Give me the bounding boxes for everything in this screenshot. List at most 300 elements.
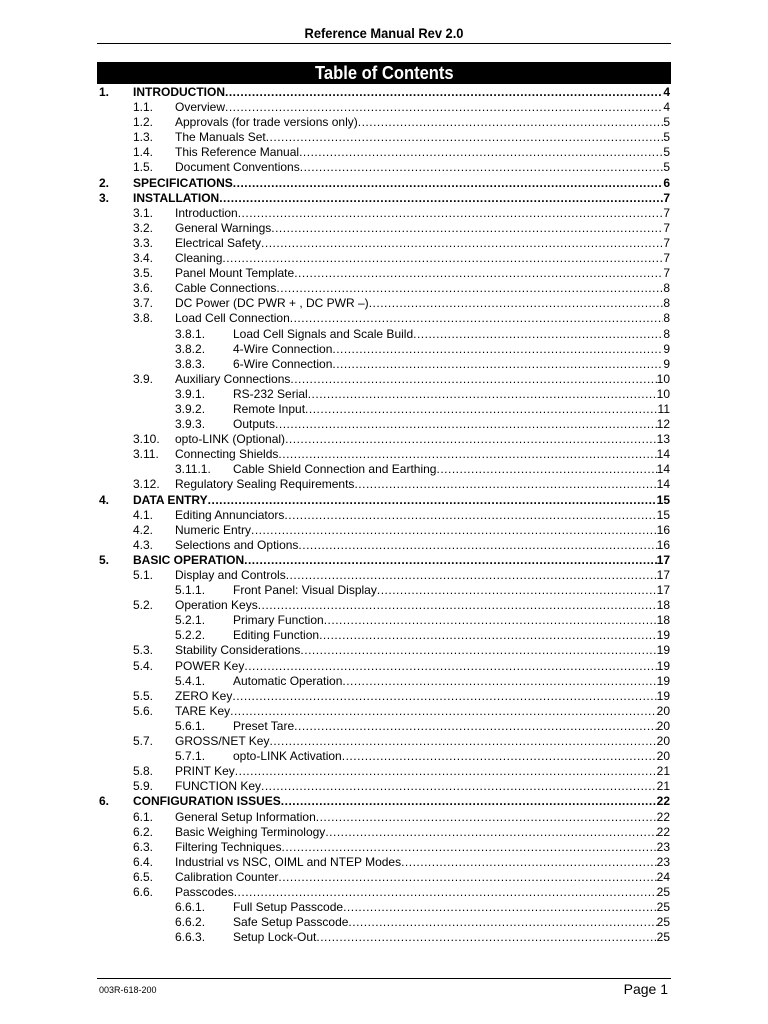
toc-entry-page: 4	[663, 85, 670, 99]
toc-entry-title: Safe Setup Passcode	[233, 915, 349, 930]
toc-entry-number: 5.1.	[133, 568, 154, 582]
toc-dot-leader	[219, 191, 663, 206]
toc-entry-line	[175, 885, 670, 900]
toc-entry-3-7[interactable]	[0, 296, 768, 311]
toc-dot-leader	[275, 417, 657, 432]
toc-entry-5-7-1[interactable]	[0, 749, 768, 764]
toc-entry-title: Cable Connections	[175, 281, 277, 296]
toc-entry-number: 6.3.	[133, 839, 154, 854]
toc-entry-3-9-1[interactable]	[0, 387, 768, 402]
toc-entry-number: 1.2.	[133, 115, 154, 130]
toc-dot-leader	[316, 930, 656, 945]
toc-entry-number: 6.1.	[133, 809, 154, 824]
toc-entry-line	[175, 508, 670, 523]
toc-entry-title: Setup Lock-Out	[233, 930, 317, 945]
toc-entry-5-2-1[interactable]	[0, 613, 768, 628]
toc-entry-line	[175, 206, 670, 221]
toc-dot-leader	[278, 870, 656, 885]
toc-entry-number: 5.1.1.	[175, 583, 206, 598]
toc-entry-number: 6.2.	[133, 824, 154, 839]
toc-entry-6-2[interactable]	[0, 825, 768, 840]
toc-entry-page: 7	[663, 220, 670, 235]
toc-entry-1-4[interactable]	[0, 145, 768, 160]
toc-entry-3-2[interactable]	[0, 221, 768, 236]
toc-entry-line	[175, 221, 670, 236]
toc-entry-page: 18	[656, 598, 670, 613]
toc-entry-line	[233, 674, 670, 689]
toc-entry-line	[175, 447, 670, 462]
toc-entry-3-4[interactable]	[0, 251, 768, 266]
toc-dot-leader	[294, 719, 656, 734]
toc-entry-page: 8	[663, 281, 670, 296]
toc-entry-page: 25	[656, 930, 670, 945]
toc-entry-title: This Reference Manual	[175, 145, 300, 160]
toc-dot-leader	[316, 810, 657, 825]
toc-entry-number: 4.2.	[133, 522, 154, 537]
toc-dot-leader	[285, 432, 657, 447]
toc-entry-number: 5.2.2.	[175, 628, 206, 643]
toc-entry-line	[175, 764, 670, 779]
toc-dot-leader	[436, 462, 656, 477]
toc-entry-title: SPECIFICATIONS	[133, 175, 233, 190]
toc-entry-page: 19	[656, 628, 670, 643]
toc-entry-5-3[interactable]	[0, 643, 768, 658]
toc-dot-leader	[332, 342, 663, 357]
toc-entry-line	[175, 659, 670, 674]
toc-entry-5-2-2[interactable]	[0, 628, 768, 643]
toc-dot-leader	[298, 538, 656, 553]
toc-entry-title: FUNCTION Key	[175, 779, 262, 794]
toc-dot-leader	[332, 357, 663, 372]
toc-entry-5-4-1[interactable]	[0, 674, 768, 689]
toc-entry-3-8-1[interactable]	[0, 327, 768, 342]
toc-entry-title: Load Cell Connection	[175, 311, 290, 326]
toc-entry-title: DC Power (DC PWR + , DC PWR –)	[175, 296, 369, 311]
toc-entry-line	[175, 840, 670, 855]
toc-entry-title: Remote Input	[233, 401, 306, 416]
toc-entry-page: 13	[656, 432, 670, 447]
toc-entry-title: Front Panel: Visual Display	[233, 583, 377, 598]
toc-entry-line	[133, 176, 670, 191]
toc-entry-page: 11	[657, 401, 670, 416]
toc-dot-leader	[342, 749, 657, 764]
toc-entry-page: 9	[663, 341, 670, 356]
toc-entry-title: Selections and Options	[175, 537, 299, 552]
toc-entry-title: Approvals (for trade versions only)	[175, 115, 358, 130]
toc-dot-leader	[286, 568, 657, 583]
toc-entry-number: 6.	[99, 794, 110, 809]
toc-entry-number: 3.6.	[133, 281, 154, 296]
toc-entry-5-1-1[interactable]	[0, 583, 768, 598]
toc-entry-title: Cleaning	[175, 251, 223, 266]
toc-entry-number: 5.7.	[133, 734, 154, 749]
toc-entry-page: 25	[656, 900, 670, 915]
toc-dot-leader	[284, 508, 656, 523]
toc-entry-line	[233, 417, 670, 432]
toc-dot-leader	[232, 689, 656, 704]
toc-entry-title: Cable Shield Connection and Earthing	[233, 462, 437, 477]
toc-dot-leader	[235, 764, 657, 779]
toc-entry-3-5[interactable]	[0, 266, 768, 281]
toc-entry-number: 4.3.	[133, 537, 154, 552]
toc-entry-page: 4	[663, 100, 670, 115]
toc-entry-line	[175, 477, 670, 492]
toc-entry-line	[175, 810, 670, 825]
toc-entry-5-7[interactable]	[0, 734, 768, 749]
running-header: Reference Manual Rev 2.0	[304, 25, 464, 41]
toc-entry-number: 5.3.	[133, 643, 154, 658]
toc-entry-page: 19	[656, 688, 670, 703]
toc-entry-page: 5	[663, 130, 670, 145]
toc-entry-number: 4.	[99, 492, 110, 507]
toc-entry-page: 8	[663, 311, 670, 326]
toc-entry-title: Outputs	[233, 417, 276, 432]
toc-entry-6-6[interactable]	[0, 885, 768, 900]
toc-entry-page: 12	[656, 417, 670, 432]
toc-entry-page: 9	[663, 356, 670, 371]
toc-entry-line	[175, 266, 670, 281]
toc-entry-title: Operation Keys	[175, 598, 258, 613]
toc-entry-page: 14	[656, 477, 670, 492]
toc-entry-title: Filtering Techniques	[175, 839, 282, 854]
toc-entry-number: 1.5.	[133, 160, 154, 175]
header-rule	[97, 43, 671, 44]
toc-entry-title: Display and Controls	[175, 568, 286, 582]
toc-entry-title: Industrial vs NSC, OIML and NTEP Modes	[175, 854, 402, 869]
toc-entry-title: 4-Wire Connection	[233, 341, 333, 356]
toc-entry-line	[175, 115, 670, 130]
toc-entry-6[interactable]	[0, 794, 768, 809]
toc-dot-leader	[369, 296, 664, 311]
toc-entry-page: 22	[656, 809, 670, 824]
toc-dot-leader	[261, 779, 657, 794]
toc-entry-number: 3.9.1.	[175, 386, 206, 401]
toc-dot-leader	[299, 145, 663, 160]
toc-entry-title: opto-LINK (Optional)	[175, 432, 286, 447]
toc-entry-page: 10	[656, 386, 670, 401]
toc-list	[0, 85, 768, 945]
toc-entry-title: Auxiliary Connections	[175, 371, 291, 386]
toc-dot-leader	[324, 613, 657, 628]
toc-entry-1-5[interactable]	[0, 160, 768, 175]
toc-entry-title: CONFIGURATION ISSUES	[133, 794, 281, 809]
document-code: 003R-618-200	[99, 985, 157, 995]
toc-entry-number: 5.	[99, 552, 110, 567]
toc-dot-leader	[225, 85, 663, 100]
toc-entry-number: 1.3.	[133, 130, 154, 145]
toc-dot-leader	[234, 885, 657, 900]
toc-entry-5-8[interactable]	[0, 764, 768, 779]
toc-entry-number: 6.6.	[133, 884, 154, 899]
toc-dot-leader	[269, 734, 656, 749]
toc-entry-number: 1.4.	[133, 145, 154, 160]
toc-entry-6-6-2[interactable]	[0, 915, 768, 930]
toc-entry-line	[175, 643, 670, 658]
toc-entry-line	[175, 689, 670, 704]
toc-entry-number: 3.8.3.	[175, 356, 206, 371]
toc-entry-page: 18	[656, 613, 670, 628]
toc-entry-title: Load Cell Signals and Scale Build	[233, 326, 414, 341]
toc-entry-page: 19	[656, 643, 670, 658]
toc-entry-line	[175, 598, 670, 613]
toc-entry-5[interactable]	[0, 553, 768, 568]
toc-dot-leader	[343, 900, 657, 915]
toc-entry-number: 3.12.	[133, 477, 160, 492]
toc-dot-leader	[225, 100, 663, 115]
toc-entry-line	[233, 749, 670, 764]
toc-entry-line	[133, 493, 670, 508]
toc-entry-line	[175, 100, 670, 115]
toc-entry-5-9[interactable]	[0, 779, 768, 794]
toc-entry-page: 23	[656, 839, 670, 854]
toc-entry-number: 3.3.	[133, 235, 154, 250]
toc-entry-page: 17	[656, 583, 670, 598]
toc-entry-number: 5.4.	[133, 658, 154, 673]
toc-entry-3-1[interactable]	[0, 206, 768, 221]
toc-entry-line	[233, 583, 670, 598]
toc-entry-line	[175, 538, 670, 553]
toc-entry-page: 19	[656, 658, 670, 673]
toc-entry-title: Editing Function	[233, 628, 320, 643]
toc-entry-number: 5.9.	[133, 779, 154, 794]
toc-dot-leader	[278, 447, 656, 462]
toc-entry-number: 5.6.	[133, 703, 154, 718]
toc-entry-page: 16	[656, 522, 670, 537]
toc-entry-line	[133, 794, 670, 809]
toc-entry-line	[233, 342, 670, 357]
toc-entry-line	[175, 779, 670, 794]
toc-entry-line	[233, 613, 670, 628]
toc-entry-page: 6	[663, 175, 670, 190]
toc-entry-number: 6.4.	[133, 854, 154, 869]
toc-entry-line	[133, 191, 670, 206]
toc-entry-line	[175, 855, 670, 870]
toc-entry-3-11[interactable]	[0, 447, 768, 462]
toc-entry-page: 7	[663, 235, 670, 250]
toc-entry-number: 5.2.1.	[175, 613, 206, 628]
toc-entry-4[interactable]	[0, 493, 768, 508]
toc-dot-leader	[281, 794, 657, 809]
toc-entry-3-8-3[interactable]	[0, 357, 768, 372]
toc-entry-line	[233, 402, 670, 417]
toc-entry-title: Passcodes	[175, 884, 234, 899]
toc-entry-page: 22	[656, 794, 670, 809]
toc-entry-page: 17	[656, 552, 670, 567]
toc-entry-4-1[interactable]	[0, 508, 768, 523]
toc-dot-leader	[230, 704, 657, 719]
toc-entry-page: 7	[663, 205, 670, 220]
toc-entry-1[interactable]	[0, 85, 768, 100]
toc-entry-4-2[interactable]	[0, 523, 768, 538]
toc-entry-1-2[interactable]	[0, 115, 768, 130]
toc-entry-page: 8	[663, 296, 670, 311]
toc-dot-leader	[300, 160, 664, 175]
toc-entry-title: Regulatory Sealing Requirements	[175, 477, 355, 492]
toc-entry-title: Editing Annunciators	[175, 507, 285, 522]
toc-entry-number: 5.7.1.	[175, 749, 206, 764]
toc-entry-3-3[interactable]	[0, 236, 768, 251]
toc-dot-leader	[222, 251, 663, 266]
toc-entry-line	[175, 523, 670, 538]
toc-entry-3-8[interactable]	[0, 311, 768, 326]
toc-entry-3-11-1[interactable]	[0, 462, 768, 477]
toc-entry-title: The Manuals Set	[175, 130, 266, 145]
toc-entry-page: 20	[656, 718, 670, 733]
toc-entry-6-6-1[interactable]	[0, 900, 768, 915]
toc-dot-leader	[238, 206, 664, 221]
toc-entry-page: 5	[663, 115, 670, 130]
toc-entry-3-12[interactable]	[0, 477, 768, 492]
footer-rule	[97, 978, 671, 979]
toc-entry-3-6[interactable]	[0, 281, 768, 296]
toc-dot-leader	[401, 855, 657, 870]
toc-entry-title: Electrical Safety	[175, 235, 262, 250]
toc-entry-line	[233, 930, 670, 945]
toc-dot-leader	[251, 523, 657, 538]
toc-entry-line	[233, 900, 670, 915]
toc-entry-title: POWER Key	[175, 658, 245, 673]
toc-entry-6-3[interactable]	[0, 840, 768, 855]
toc-dot-leader	[377, 583, 657, 598]
toc-entry-page: 10	[656, 371, 670, 386]
toc-entry-title: Overview	[175, 100, 226, 115]
toc-entry-6-1[interactable]	[0, 810, 768, 825]
toc-entry-page: 20	[656, 749, 670, 764]
toc-entry-title: Full Setup Passcode	[233, 900, 344, 915]
toc-entry-title: Introduction	[175, 205, 238, 220]
toc-entry-number: 3.8.	[133, 311, 154, 326]
toc-entry-line	[133, 553, 670, 568]
toc-heading-text: Table of Contents	[314, 63, 454, 83]
toc-entry-line	[133, 85, 670, 100]
toc-entry-number: 3.1.	[133, 205, 154, 220]
toc-entry-6-6-3[interactable]	[0, 930, 768, 945]
toc-entry-3-9-3[interactable]	[0, 417, 768, 432]
toc-entry-number: 3.2.	[133, 220, 154, 235]
toc-entry-3-8-2[interactable]	[0, 342, 768, 357]
toc-entry-title: General Warnings	[175, 220, 272, 235]
toc-entry-5-6[interactable]	[0, 704, 768, 719]
toc-entry-number: 1.1.	[133, 100, 154, 115]
toc-entry-title: Document Conventions	[175, 160, 300, 175]
toc-entry-line	[175, 568, 670, 583]
toc-entry-number: 3.	[99, 190, 110, 205]
toc-entry-line	[175, 251, 670, 266]
toc-entry-5-2[interactable]	[0, 598, 768, 613]
toc-entry-3-9[interactable]	[0, 372, 768, 387]
toc-entry-line	[233, 327, 670, 342]
toc-entry-6-5[interactable]	[0, 870, 768, 885]
toc-entry-number: 3.5.	[133, 266, 154, 281]
toc-entry-page: 14	[656, 447, 670, 462]
toc-entry-page: 7	[663, 190, 670, 205]
toc-entry-1-1[interactable]	[0, 100, 768, 115]
toc-entry-5-4[interactable]	[0, 659, 768, 674]
toc-entry-line	[175, 311, 670, 326]
page-number: Page 1	[623, 981, 668, 997]
toc-entry-3-9-2[interactable]	[0, 402, 768, 417]
toc-dot-leader	[342, 674, 656, 689]
toc-entry-page: 7	[663, 266, 670, 281]
toc-entry-number: 3.7.	[133, 296, 154, 311]
toc-entry-number: 3.9.3.	[175, 417, 206, 432]
toc-entry-title: Basic Weighing Terminology	[175, 824, 326, 839]
toc-entry-page: 21	[656, 779, 670, 794]
toc-entry-title: Primary Function	[233, 613, 324, 628]
toc-dot-leader	[325, 825, 656, 840]
toc-entry-number: 5.6.1.	[175, 718, 206, 733]
toc-entry-page: 25	[656, 884, 670, 899]
toc-entry-page: 7	[663, 251, 670, 266]
toc-entry-page: 16	[656, 537, 670, 552]
toc-entry-line	[175, 296, 670, 311]
toc-entry-title: Panel Mount Template	[175, 266, 295, 281]
toc-entry-page: 20	[656, 703, 670, 718]
toc-entry-page: 17	[656, 568, 670, 582]
toc-entry-number: 6.6.3.	[175, 930, 206, 945]
toc-dot-leader	[271, 221, 663, 236]
toc-entry-number: 3.4.	[133, 251, 154, 266]
toc-entry-page: 14	[656, 462, 670, 477]
toc-heading	[97, 62, 671, 84]
toc-entry-number: 3.11.1.	[175, 462, 211, 477]
toc-entry-5-1[interactable]	[0, 568, 768, 583]
toc-entry-line	[233, 915, 670, 930]
toc-dot-leader	[319, 628, 657, 643]
toc-entry-5-6-1[interactable]	[0, 719, 768, 734]
toc-entry-number: 4.1.	[133, 507, 154, 522]
toc-dot-leader	[266, 130, 664, 145]
toc-dot-leader	[233, 176, 664, 191]
toc-dot-leader	[348, 915, 656, 930]
toc-entry-3-10[interactable]	[0, 432, 768, 447]
toc-entry-line	[233, 628, 670, 643]
toc-entry-number: 5.2.	[133, 598, 154, 613]
toc-dot-leader	[354, 477, 656, 492]
toc-entry-title: INSTALLATION	[133, 190, 220, 205]
toc-entry-page: 20	[656, 734, 670, 749]
toc-entry-title: PRINT Key	[175, 764, 235, 779]
toc-entry-page: 21	[656, 764, 670, 779]
toc-entry-title: opto-LINK Activation	[233, 749, 342, 764]
toc-dot-leader	[294, 266, 663, 281]
toc-dot-leader	[290, 311, 664, 326]
toc-dot-leader	[208, 493, 657, 508]
toc-entry-title: Numeric Entry	[175, 522, 252, 537]
toc-dot-leader	[282, 840, 657, 855]
toc-entry-title: Calibration Counter	[175, 869, 279, 884]
toc-entry-number: 3.8.2.	[175, 341, 206, 356]
toc-entry-number: 2.	[99, 175, 110, 190]
toc-entry-number: 6.5.	[133, 869, 154, 884]
toc-entry-title: Automatic Operation	[233, 673, 343, 688]
toc-entry-4-3[interactable]	[0, 538, 768, 553]
toc-entry-5-5[interactable]	[0, 689, 768, 704]
toc-entry-line	[175, 825, 670, 840]
toc-entry-1-3[interactable]	[0, 130, 768, 145]
toc-entry-number: 6.6.2.	[175, 915, 206, 930]
toc-entry-2[interactable]	[0, 176, 768, 191]
toc-entry-title: RS-232 Serial	[233, 386, 308, 401]
toc-entry-line	[233, 719, 670, 734]
toc-entry-number: 5.8.	[133, 764, 154, 779]
toc-entry-3[interactable]	[0, 191, 768, 206]
toc-dot-leader	[244, 659, 656, 674]
toc-entry-line	[175, 145, 670, 160]
toc-entry-6-4[interactable]	[0, 855, 768, 870]
toc-entry-line	[175, 130, 670, 145]
toc-entry-number: 3.9.2.	[175, 401, 206, 416]
